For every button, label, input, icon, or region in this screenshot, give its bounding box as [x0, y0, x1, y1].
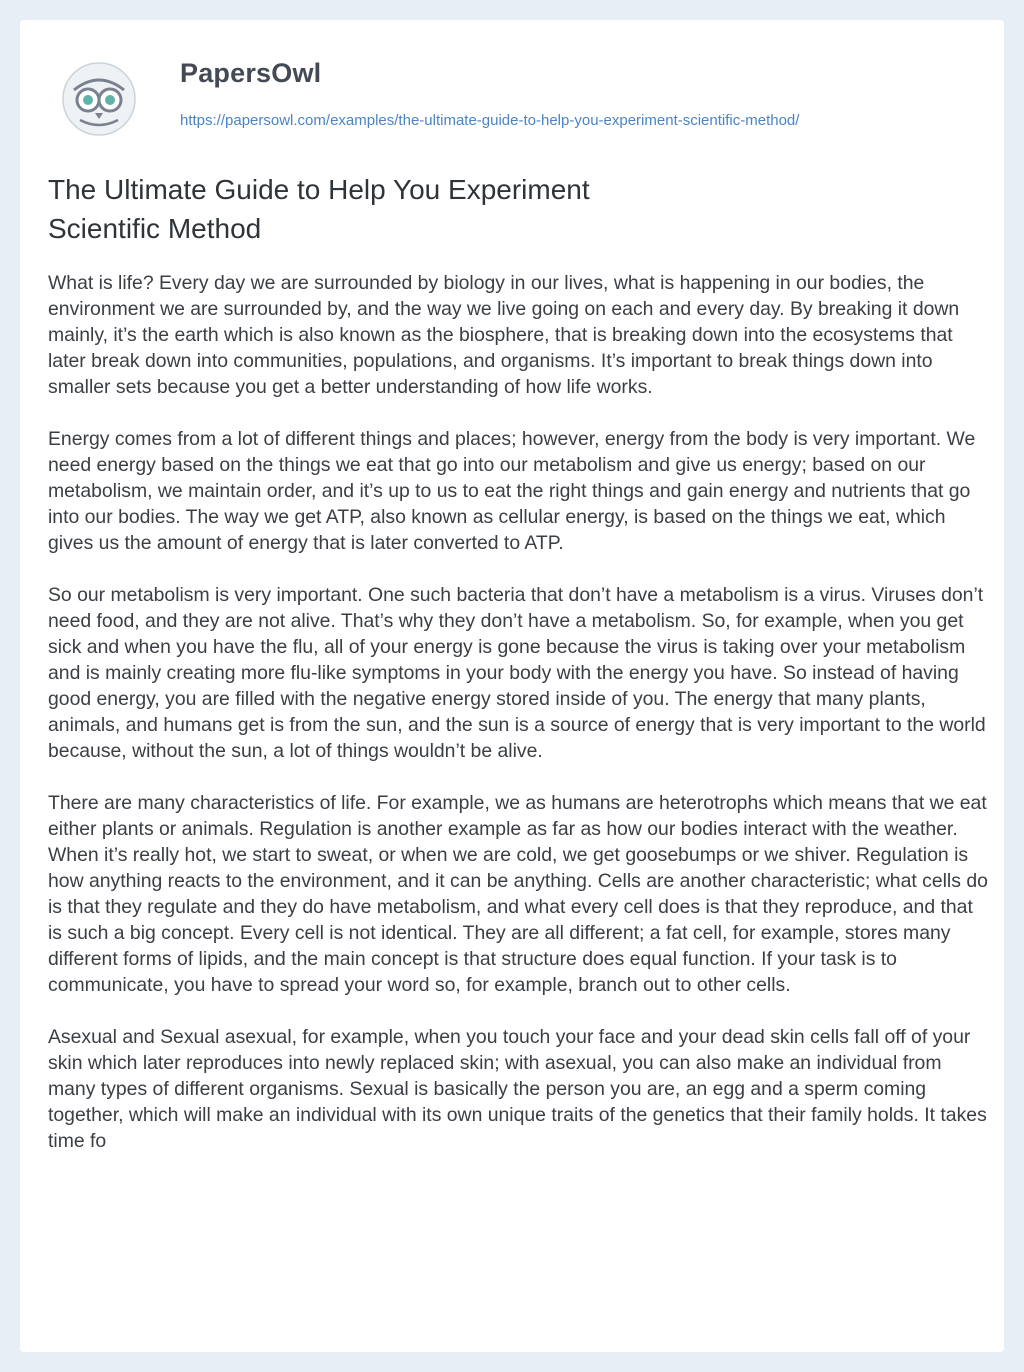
paragraph-3: So our metabolism is very important. One such bacteria that don’t have a metabolism is a virus. Viruses don’t need food, and they are not alive. That’s why they don’t have a metabolism. So, for example, when you get sick and when you have the flu, all of your energy is gone because the virus is taking over your metabolism and is mainly creating more flu-like symptoms in your body with the energy you have. So instead of having good energy, you are filled with the negative energy stored inside of you. The energy that many plants, animals, and humans get is from the sun, and the sun is a source of energy that is very important to the world because, without the sun, a lot of things wouldn’t be alive. — [48, 584, 986, 762]
article-title: The Ultimate Guide to Help You Experiment Scientific Method — [48, 174, 590, 244]
paragraph-5: Asexual and Sexual asexual, for example, when you touch your face and your dead skin cells fall off of your skin which later reproduces into newly replaced skin; with asexual, you can also make an individual from many types of different organisms. Sexual is basically the person you are, an egg and a sperm coming together, which will make an individual with its own unique traits of the genetics that their family holds. It takes time fo — [48, 1026, 987, 1152]
owl-logo-icon[interactable] — [60, 60, 138, 138]
article-body — [48, 270, 988, 1154]
paragraph-2: Energy comes from a lot of different things and places; however, energy from the body is very important. We need energy based on the things we eat that go into our metabolism and give us energy; based on our metabolism, we maintain order, and it’s up to us to eat the right things and gain energy and nutrients that go into our bodies. The way we get ATP, also known as cellular energy, is based on the things we eat, which gives us the amount of energy that is later converted to ATP. — [48, 428, 976, 554]
site-header — [48, 38, 988, 178]
paragraph-4: There are many characteristics of life. For example, we as humans are heterotrophs which means that we eat either plants or animals. Regulation is another example as far as how our bodies interact with the weather. When it’s really hot, we start to sweat, or when we are cold, we get goosebumps or we shiver. Regulation is how anything reacts to the environment, and it can be anything. Cells are another characteristic; what cells do is that they regulate and they do have metabolism, and what every cell does is that they reproduce, and that is such a big concept. Every cell is not identical. They are all different; a fat cell, for example, stores many different forms of lipids, and the main concept is that structure does equal function. If your task is to communicate, you have to spread your word so, for example, branch out to other cells. — [48, 792, 988, 996]
source-url-link[interactable]: https://papersowl.com/examples/the-ultimate-guide-to-help-you-experiment-scientific-method/ — [180, 112, 800, 129]
brand-name[interactable]: PapersOwl — [180, 58, 322, 88]
paragraph-1: What is life? Every day we are surrounded by biology in our lives, what is happening in our bodies, the environment we are surrounded by, and the way we live going on each and every day. By breaking it down mainly, it’s the earth which is also known as the biosphere, that is breaking down into the ecosystems that later break down into communities, populations, and organisms. It’s important to break things down into smaller sets because you get a better understanding of how life works. — [48, 272, 960, 398]
document-card — [20, 20, 1004, 1352]
